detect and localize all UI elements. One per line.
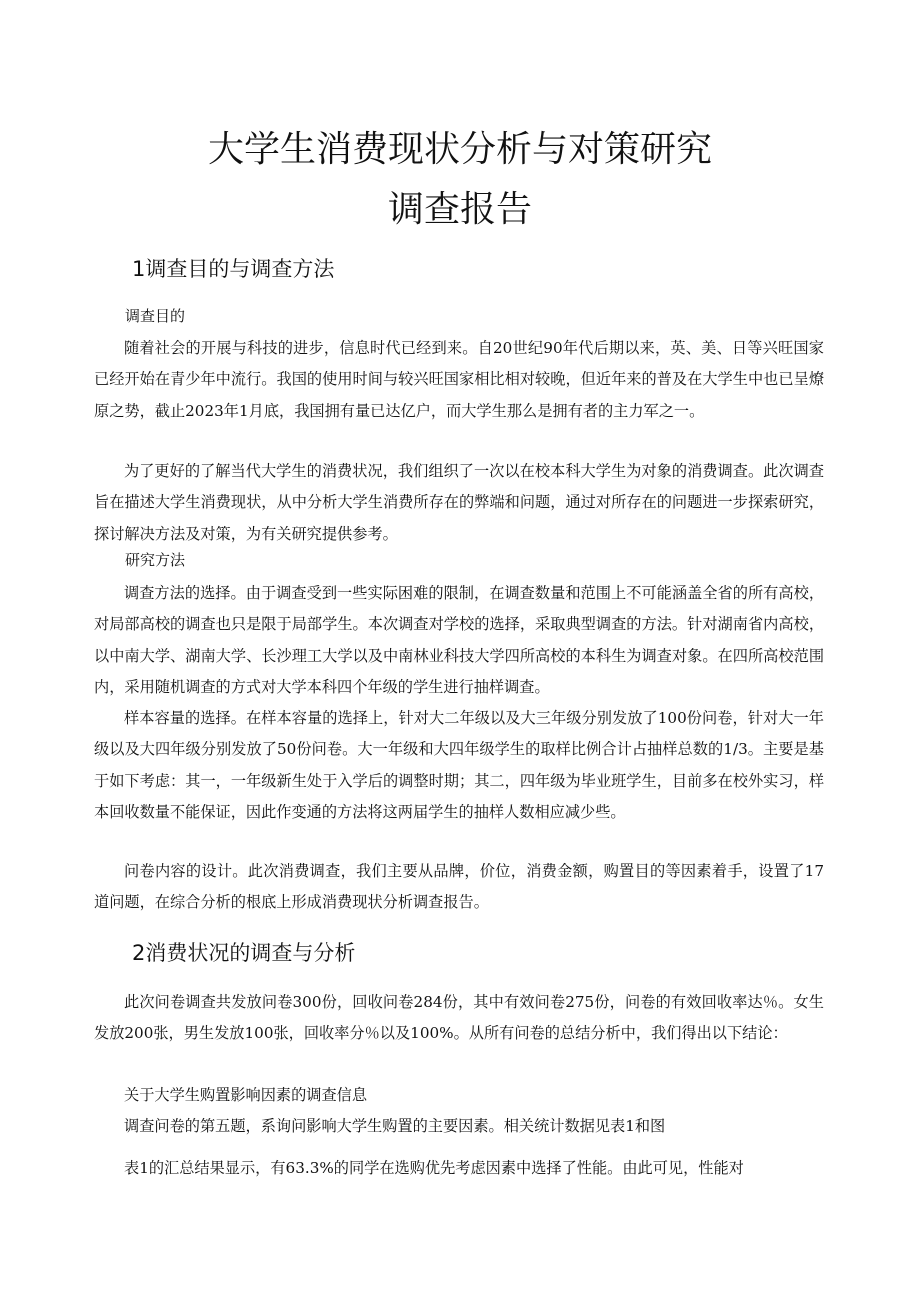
paragraph: 随着社会的开展与科技的进步，信息时代已经到来。自20世纪90年代后期以来，英、美、日等兴旺国家已经开始在青少年中流行。我国的使用时间与较兴旺国家相比相对较晚，但近年来的普及在大学生中也已呈燎原之势，截止2023年1月底，我国拥有量已达亿户，而大学生那么是拥有者的主力军之一。 (94, 339, 824, 420)
paragraph: 问卷内容的设计。此次消费调查，我们主要从品牌，价位，消费金额，购置目的等因素着手，设置了17道问题，在综合分析的根底上形成消费现状分析调查报告。 (94, 862, 824, 912)
paragraph: 调查方法的选择。由于调查受到一些实际困难的限制，在调查数量和范围上不可能涵盖全省的所有高校，对局部高校的调查也只是限于局部学生。本次调查对学校的选择，采取典型调查的方法。针对湖南省内高校，以中南大学、湖南大学、长沙理工大学以及中南林业科技大学四所高校的本科生为调查对象。在四所高校范围内，采用随机调查的方式对大学本科四个年级的学生进行抽样调查。 (94, 584, 824, 697)
paragraph-line: 调查问卷的第五题，系询问影响大学生购置的主要因素。相关统计数据见表1和图 (124, 1117, 666, 1135)
paragraph: 样本容量的选择。在样本容量的选择上，针对大二年级以及大三年级分别发放了100份问卷，针对大一年级以及大四年级分别发放了50份问卷。大一年级和大四年级学生的取样比例合计占抽样总数的1/3。主要是基于如下考虑：其一，一年级新生处于入学后的调整时期；其二，四年级为毕业班学生，目前多在校外实习，样本回收数量不能保证，因此作变通的方法将这两届学生的抽样人数相应减少些。 (94, 709, 824, 822)
section-heading-2: 2消费状况的调查与分析 (132, 941, 356, 965)
section-heading-1: 1调查目的与调查方法 (132, 257, 335, 281)
document-subtitle: 调查报告 (387, 189, 532, 230)
paragraph: 为了更好的了解当代大学生的消费状况，我们组织了一次以在校本科大学生为对象的消费调查。此次调查旨在描述大学生消费现状，从中分析大学生消费所存在的弊端和问题，通过对所存在的问题进一步探索研究，探讨解决方法及对策，为有关研究提供参考。 (94, 462, 824, 543)
paragraph: 此次问卷调查共发放问卷300份，回收问卷284份，其中有效问卷275份，问卷的有效回收率达％。女生发放200张，男生发放100张，回收率分％以及100%。从所有问卷的总结分析中，我们得出以下结论： (94, 993, 824, 1043)
subsection-label-purpose: 调查目的 (125, 307, 186, 325)
paragraph-line: 表1的汇总结果显示，有63.3%的同学在选购优先考虑因素中选择了性能。由此可见，性能对 (124, 1159, 744, 1177)
document-title: 大学生消费现状分析与对策研究 (207, 129, 712, 170)
subsection-label-factors: 关于大学生购置影响因素的调查信息 (124, 1086, 367, 1104)
subsection-label-method: 研究方法 (125, 551, 186, 569)
